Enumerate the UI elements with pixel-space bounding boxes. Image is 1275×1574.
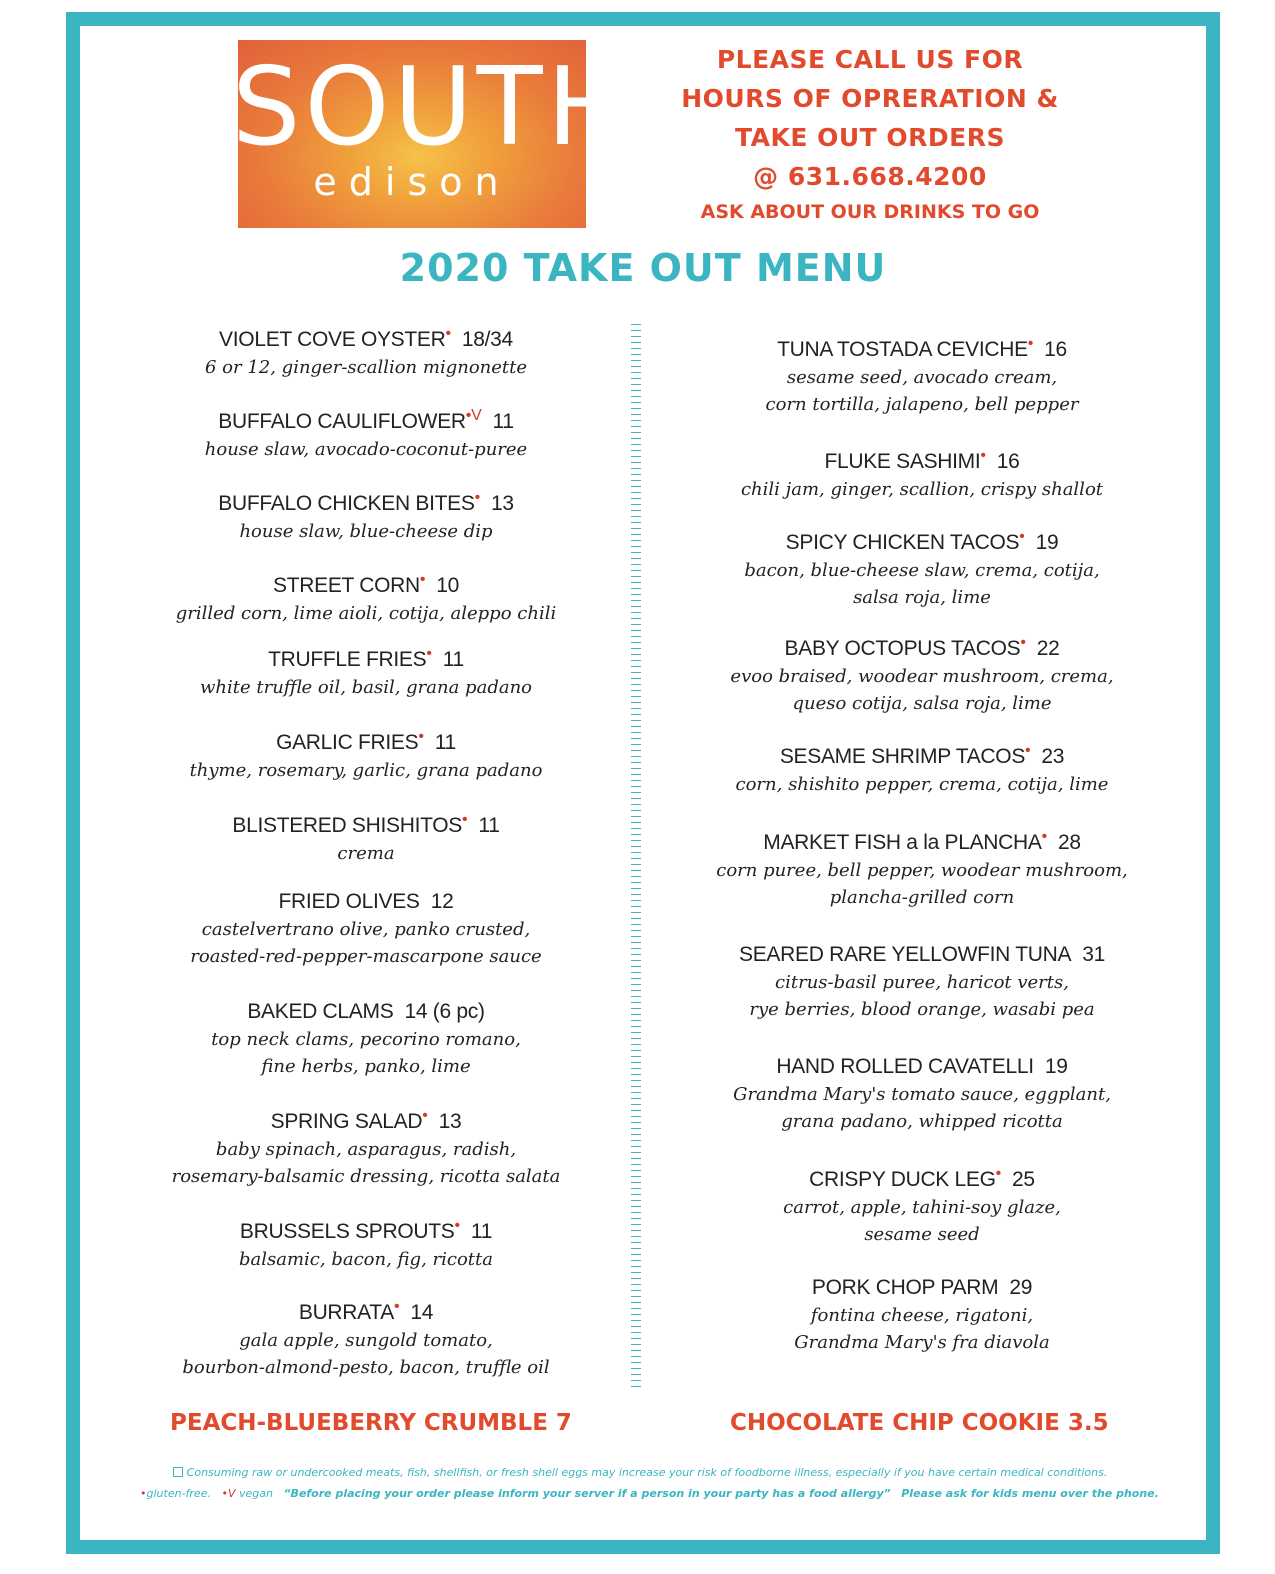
right-menu-item <box>712 336 1132 418</box>
item-description: carrot, apple, tahini-soy glaze, <box>783 1197 1061 1218</box>
item-name-line <box>160 490 572 518</box>
right-menu-item <box>712 529 1132 611</box>
item-price: 13 <box>427 1110 462 1133</box>
diet-mark: • <box>454 1217 460 1234</box>
logo-sub-text: edison <box>313 160 511 204</box>
left-menu-item <box>160 408 572 463</box>
diet-mark: • <box>980 447 986 464</box>
left-menu-item <box>160 1299 572 1381</box>
item-name-line <box>160 572 572 600</box>
item-name: SESAME SHRIMP TACOS <box>779 745 1026 768</box>
item-price: 11 <box>423 731 456 754</box>
item-name-line <box>712 1053 1132 1081</box>
item-description: corn, shishito pepper, crema, cotija, lime <box>735 774 1109 795</box>
left-menu-item <box>160 326 572 381</box>
left-menu-item <box>160 1108 572 1190</box>
item-name: VIOLET COVE OYSTER <box>219 328 446 351</box>
item-description: balsamic, bacon, fig, ricotta <box>239 1249 493 1270</box>
item-description: 6 or 12, ginger-scallion mignonette <box>204 357 528 378</box>
item-description: grana padano, whipped ricotta <box>781 1111 1063 1132</box>
food-safety-warning <box>140 1466 1140 1479</box>
diet-mark: • <box>422 1107 428 1124</box>
item-name: GARLIC FRIES <box>276 731 419 754</box>
vegan-mark: •V <box>221 1487 236 1500</box>
item-price: 19 <box>1024 531 1059 554</box>
diet-mark: • <box>1020 634 1026 651</box>
item-description: house slaw, blue-cheese dip <box>239 521 493 542</box>
item-price: 31 <box>1071 943 1105 966</box>
item-name: CRISPY DUCK LEG <box>809 1168 996 1191</box>
item-name-line <box>712 1166 1132 1194</box>
diet-mark: • <box>1019 528 1025 545</box>
gluten-free-mark: • <box>140 1487 147 1500</box>
item-description: corn tortilla, jalapeno, bell pepper <box>765 394 1079 415</box>
diet-mark: •V <box>465 407 482 424</box>
diet-mark: • <box>462 811 468 828</box>
item-description: salsa roja, lime <box>853 587 991 608</box>
item-description: rosemary-balsamic dressing, ricotta salata <box>171 1166 561 1187</box>
left-menu-item <box>160 490 572 545</box>
item-name-line <box>160 1108 572 1136</box>
diet-mark: • <box>426 645 432 662</box>
left-menu-item <box>160 1218 572 1273</box>
item-name: STREET CORN <box>273 574 420 597</box>
footer-legend <box>140 1487 1159 1500</box>
item-description: sesame seed <box>864 1224 980 1245</box>
item-description: sesame seed, avocado cream, <box>786 367 1058 388</box>
item-price: 11 <box>431 648 464 671</box>
item-description: gala apple, sungold tomato, <box>239 1330 493 1351</box>
left-menu-item <box>160 572 572 627</box>
diet-mark: • <box>394 1298 400 1315</box>
item-price: 23 <box>1030 745 1065 768</box>
item-description: crema <box>337 843 395 864</box>
column-divider <box>631 322 641 1388</box>
left-menu-item <box>160 729 572 784</box>
item-description: bourbon-almond-pesto, bacon, truffle oil <box>182 1357 550 1378</box>
item-price: 12 <box>419 890 454 913</box>
gluten-free-label: gluten-free. <box>146 1487 211 1500</box>
item-price: 22 <box>1025 637 1060 660</box>
diet-mark: • <box>419 571 426 588</box>
item-price: 13 <box>479 492 514 515</box>
right-menu-item <box>712 1274 1132 1356</box>
item-name: FLUKE SASHIMI <box>824 450 981 473</box>
diet-mark: • <box>1027 335 1034 352</box>
item-description: fontina cheese, rigatoni, <box>810 1305 1034 1326</box>
kids-menu-notice: Please ask for kids menu over the phone. <box>901 1487 1159 1500</box>
notice-phone[interactable]: @ 631.668.4200 <box>753 162 987 191</box>
item-name-line <box>712 941 1132 969</box>
diet-mark: • <box>1025 742 1031 759</box>
item-price: 28 <box>1046 831 1081 854</box>
item-description: plancha-grilled corn <box>829 887 1015 908</box>
item-name-line <box>712 529 1132 557</box>
item-name-line <box>712 1274 1132 1302</box>
right-menu-item <box>712 829 1132 911</box>
item-name: HAND ROLLED CAVATELLI <box>776 1055 1034 1078</box>
item-description: thyme, rosemary, garlic, grana padano <box>189 760 543 781</box>
right-menu-item <box>712 1053 1132 1135</box>
item-name-line <box>160 326 572 354</box>
item-name-line <box>160 998 572 1026</box>
item-description: baby spinach, asparagus, radish, <box>215 1139 517 1160</box>
allergy-notice: “Before placing your order please inform your server if a person in your party has a food allergy” <box>283 1487 891 1500</box>
left-menu-item <box>160 998 572 1080</box>
item-description: Grandma Mary's tomato sauce, eggplant, <box>733 1084 1111 1105</box>
right-menu-item <box>712 635 1132 717</box>
notice-line-1: PLEASE CALL US FOR <box>716 45 1024 74</box>
dessert-right: CHOCOLATE CHIP COOKIE 3.5 <box>730 1410 1109 1436</box>
item-description: roasted-red-pepper-mascarpone sauce <box>190 946 542 967</box>
item-description: Grandma Mary's fra diavola <box>794 1332 1050 1353</box>
item-name-line <box>160 646 572 674</box>
item-price: 11 <box>459 1220 493 1243</box>
item-name: SPICY CHICKEN TACOS <box>785 531 1020 554</box>
item-name: BABY OCTOPUS TACOS <box>784 637 1021 660</box>
item-price: 14 (6 pc) <box>393 1000 485 1023</box>
item-name-line <box>160 408 572 436</box>
item-name-line <box>712 743 1132 771</box>
left-menu-item <box>160 812 572 867</box>
vegan-label: vegan <box>238 1487 273 1500</box>
item-name-line <box>160 1299 572 1327</box>
item-description: white truffle oil, basil, grana padano <box>200 677 532 698</box>
item-description: citrus-basil puree, haricot verts, <box>775 972 1069 993</box>
item-price: 11 <box>481 410 514 433</box>
item-name-line <box>160 1218 572 1246</box>
logo-main-text: SOUTH <box>232 45 632 170</box>
item-name: SPRING SALAD <box>270 1110 423 1133</box>
item-description: queso cotija, salsa roja, lime <box>792 693 1052 714</box>
item-price: 16 <box>985 450 1020 473</box>
south-edison-logo <box>232 40 632 228</box>
item-price: 14 <box>399 1301 434 1324</box>
item-description: castelvertrano olive, panko crusted, <box>201 919 531 940</box>
checkbox-icon <box>173 1467 183 1477</box>
item-description: top neck clams, pecorino romano, <box>211 1029 521 1050</box>
item-name: FRIED OLIVES <box>278 890 420 913</box>
right-menu-item <box>712 1166 1132 1248</box>
item-description: bacon, blue-cheese slaw, crema, cotija, <box>744 560 1100 581</box>
warning-text: Consuming raw or undercooked meats, fish, shellfish, or fresh shell eggs may increase your risk of foodborne illness, especially if you have certain medical conditions. <box>186 1466 1108 1479</box>
item-name-line <box>160 888 572 916</box>
item-price: 11 <box>467 814 500 837</box>
right-menu-item <box>712 448 1132 503</box>
diet-mark: • <box>418 728 424 745</box>
dessert-left: PEACH-BLUEBERRY CRUMBLE 7 <box>170 1410 572 1436</box>
call-notice <box>640 40 1100 228</box>
item-price: 25 <box>1000 1168 1035 1191</box>
diet-mark: • <box>1041 828 1047 845</box>
menu-title: 2020 TAKE OUT MENU <box>399 246 887 290</box>
item-price: 29 <box>998 1276 1033 1299</box>
item-name: BUFFALO CHICKEN BITES <box>218 492 475 515</box>
item-name-line <box>712 336 1132 364</box>
left-menu-item <box>160 646 572 701</box>
item-description: fine herbs, panko, lime <box>261 1056 471 1077</box>
notice-drinks: ASK ABOUT OUR DRINKS TO GO <box>700 201 1040 223</box>
notice-line-2: HOURS OF OPRERATION & <box>681 84 1059 113</box>
item-name: MARKET FISH a la PLANCHA <box>763 831 1042 854</box>
item-name: BAKED CLAMS <box>247 1000 394 1023</box>
notice-line-3: TAKE OUT ORDERS <box>734 123 1005 152</box>
item-description: chili jam, ginger, scallion, crispy shallot <box>740 479 1104 500</box>
item-description: grilled corn, lime aioli, cotija, aleppo chili <box>175 603 557 624</box>
item-description: corn puree, bell pepper, woodear mushroom, <box>716 860 1128 881</box>
item-name: TUNA TOSTADA CEVICHE <box>777 338 1028 361</box>
item-name-line <box>712 829 1132 857</box>
item-name-line <box>712 635 1132 663</box>
item-name: PORK CHOP PARM <box>811 1276 999 1299</box>
diet-mark: • <box>474 489 480 506</box>
item-description: house slaw, avocado-coconut-puree <box>204 439 528 460</box>
item-description: evoo braised, woodear mushroom, crema, <box>730 666 1114 687</box>
item-name: BUFFALO CAULIFLOWER <box>218 410 466 433</box>
item-name-line <box>160 729 572 757</box>
left-menu-item <box>160 888 572 970</box>
right-menu-item <box>712 743 1132 798</box>
item-name-line <box>712 448 1132 476</box>
item-name: BLISTERED SHISHITOS <box>232 814 463 837</box>
item-name-line <box>160 812 572 840</box>
item-description: rye berries, blood orange, wasabi pea <box>749 999 1095 1020</box>
item-name: SEARED RARE YELLOWFIN TUNA <box>739 943 1072 966</box>
diet-mark: • <box>995 1165 1001 1182</box>
item-name: TRUFFLE FRIES <box>268 648 427 671</box>
item-price: 16 <box>1033 338 1067 361</box>
right-menu-item <box>712 941 1132 1023</box>
item-price: 19 <box>1033 1055 1068 1078</box>
item-name: BURRATA <box>298 1301 394 1324</box>
item-name: BRUSSELS SPROUTS <box>239 1220 455 1243</box>
diet-mark: • <box>445 325 451 342</box>
item-price: 10 <box>425 574 459 597</box>
item-price: 18/34 <box>450 328 513 351</box>
